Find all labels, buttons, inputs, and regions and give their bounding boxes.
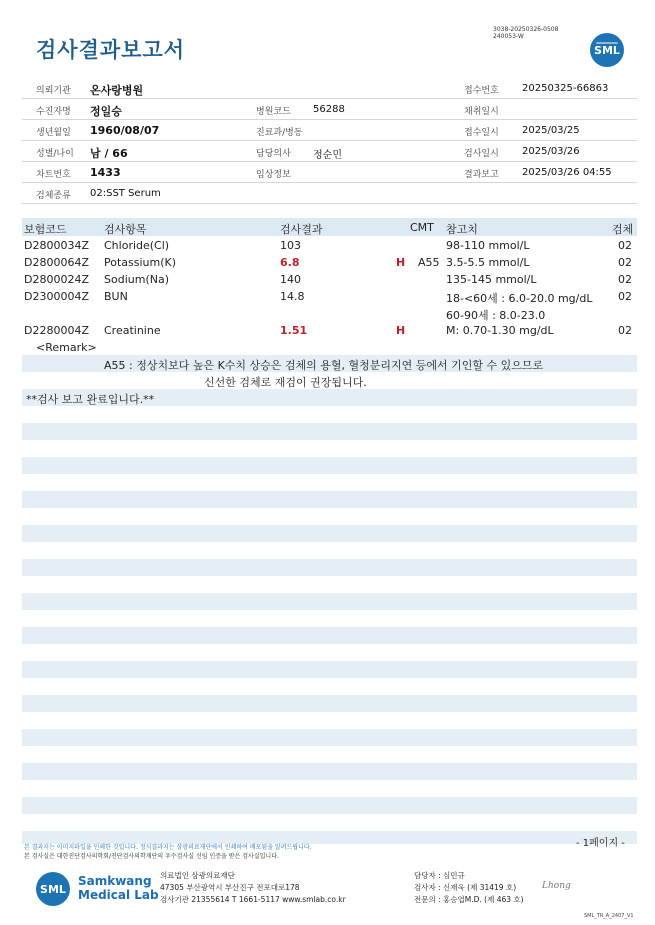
company-name: Samkwang Medical Lab (78, 874, 159, 902)
staff-manager: 담당자 : 심민규 (414, 871, 465, 880)
remark-label: <Remark> (36, 341, 97, 354)
document-number: 3038-20250326-0508 240053-W (493, 26, 559, 40)
blank-row (22, 525, 637, 542)
table-row (22, 321, 637, 338)
cell-specimen: 02 (618, 290, 632, 303)
patient-info-table (22, 78, 637, 204)
chart-value: 1433 (90, 166, 121, 179)
table-row (22, 270, 637, 287)
info-row (22, 120, 637, 141)
report-complete-text: **검사 보고 완료입니다.** (26, 393, 155, 406)
table-row (22, 304, 637, 321)
cell-ref: 135-145 mmol/L (446, 273, 537, 286)
cell-result: 14.8 (280, 290, 305, 303)
cell-code: D2800064Z (24, 256, 89, 269)
blank-row (22, 457, 637, 474)
cell-result: 103 (280, 239, 301, 252)
info-row (22, 162, 637, 183)
patient-value: 정일승 (90, 105, 122, 118)
staff-info (414, 870, 524, 906)
blank-row (22, 593, 637, 610)
ward-code-value: 56288 (313, 104, 345, 115)
cell-code: D2800024Z (24, 273, 89, 286)
receipt-date-value: 2025/03/25 (522, 125, 580, 136)
cell-specimen: 02 (618, 273, 632, 286)
results-header (22, 218, 637, 236)
patient-label: 수진자명 (36, 107, 71, 117)
cell-result: 140 (280, 273, 301, 286)
specimen-value: 02:SST Serum (90, 188, 161, 199)
report-value: 2025/03/26 04:55 (522, 167, 612, 178)
company-address: 47305 부산광역시 부산진구 전포대로178 (160, 883, 300, 892)
blank-row (22, 763, 637, 780)
remark-line-1: A55 : 정상치보다 높은 K수치 상승은 검체의 용혈, 혈청분리지연 등에서 기인할 수 있으므로 (104, 359, 544, 372)
info-row (22, 183, 637, 204)
footnote-image-notice: 본 결과지는 이미지파일을 인쇄한 것입니다. 정식결과지는 삼광의료재단에서 인쇄하여 배포됨을 알려드립니다. (24, 844, 312, 851)
blank-row (22, 661, 637, 678)
receipt-date-label: 접수일시 (464, 128, 499, 138)
specimen-label: 검체종류 (36, 191, 71, 201)
company-contact: 검사기관 21355614 T 1661-5117 www.smlab.co.kr (160, 895, 346, 904)
blank-row (22, 423, 637, 440)
cell-ref: 60-90세 : 8.0-23.0 (446, 309, 546, 322)
blank-row (22, 729, 637, 746)
doctor-value: 정순민 (313, 150, 342, 161)
page-number: - 1페이지 - (576, 838, 625, 849)
company-org: 의료법인 삼광의료재단 (160, 871, 235, 880)
cell-code: D2280004Z (24, 324, 89, 337)
cell-result: 6.8 (280, 256, 300, 269)
header-code: 보험코드 (24, 223, 67, 236)
company-info (160, 870, 346, 906)
cell-item: Potassium(K) (104, 256, 177, 269)
birth-label: 생년월일 (36, 128, 71, 138)
cell-ref: 98-110 mmol/L (446, 239, 530, 252)
blank-row (22, 627, 637, 644)
staff-specialist: 전문의 : 홍승엽M.D. (제 463 호) (414, 895, 524, 904)
institution-value: 온사랑병원 (90, 84, 144, 97)
report-title: 검사결과보고서 (36, 38, 186, 62)
report-label: 결과보고 (464, 170, 499, 180)
cell-item: Sodium(Na) (104, 273, 169, 286)
institution-label: 의뢰기관 (36, 86, 71, 96)
signature: Lhong (542, 881, 571, 891)
info-row (22, 141, 637, 162)
cell-cmt: A55 (418, 256, 440, 269)
receipt-no-label: 접수번호 (464, 86, 499, 96)
cell-ref: 3.5-5.5 mmol/L (446, 256, 530, 269)
info-row (22, 99, 637, 120)
blank-row (22, 797, 637, 814)
sml-footer-logo-icon: SML (36, 872, 70, 906)
staff-tester: 검사자 : 신재욱 (제 31419 호) (414, 883, 517, 892)
cell-specimen: 02 (618, 239, 632, 252)
results-table (22, 218, 637, 338)
table-row (22, 253, 637, 270)
sex-age-label: 성별/나이 (36, 149, 74, 159)
blank-row (22, 491, 637, 508)
ward-code-label: 병원코드 (256, 107, 291, 117)
cell-ref: 18-<60세 : 6.0-20.0 mg/dL (446, 292, 593, 305)
cell-specimen: 02 (618, 256, 632, 269)
footnote-certification: 본 검사실은 대한진단검사의학회/진단검사의학재단의 우수검사실 신임 인증을 받은 검사실입니다. (24, 853, 279, 860)
cell-code: D2800034Z (24, 239, 89, 252)
birth-value: 1960/08/07 (90, 124, 160, 137)
footer (22, 862, 637, 912)
sex-age-value: 남 / 66 (90, 147, 128, 160)
chart-label: 차트번호 (36, 170, 71, 180)
info-row (22, 78, 637, 99)
dept-label: 진료과/병동 (256, 128, 303, 138)
sml-logo-icon: SML (590, 33, 624, 67)
header-ref: 참고치 (446, 223, 478, 236)
cell-ref: M: 0.70-1.30 mg/dL (446, 324, 554, 337)
clinical-label: 임상정보 (256, 170, 291, 180)
test-date-label: 검사일시 (464, 149, 499, 159)
cell-specimen: 02 (618, 324, 632, 337)
cell-item: Chloride(Cl) (104, 239, 170, 252)
test-date-value: 2025/03/26 (522, 146, 580, 157)
cell-flag: H (396, 256, 406, 269)
remark-line-2: 신선한 검체로 재검이 권장됩니다. (204, 376, 367, 389)
form-code: SML_TR_A_2407_V1 (584, 913, 634, 919)
header-item: 검사항목 (104, 223, 147, 236)
blank-row (22, 559, 637, 576)
cell-item: BUN (104, 290, 128, 303)
cell-item: Creatinine (104, 324, 161, 337)
cell-result: 1.51 (280, 324, 308, 337)
collect-label: 채취일시 (464, 107, 499, 117)
results-body (22, 236, 637, 338)
cell-code: D2300004Z (24, 290, 89, 303)
header-cmt: CMT (410, 221, 434, 234)
doctor-label: 담당의사 (256, 149, 291, 159)
header-result: 검사결과 (280, 223, 323, 236)
table-row (22, 287, 637, 304)
cell-flag: H (396, 324, 406, 337)
blank-row (22, 695, 637, 712)
header-specimen: 검체 (612, 223, 634, 236)
receipt-no-value: 20250325-66863 (522, 83, 609, 94)
table-row (22, 236, 637, 253)
